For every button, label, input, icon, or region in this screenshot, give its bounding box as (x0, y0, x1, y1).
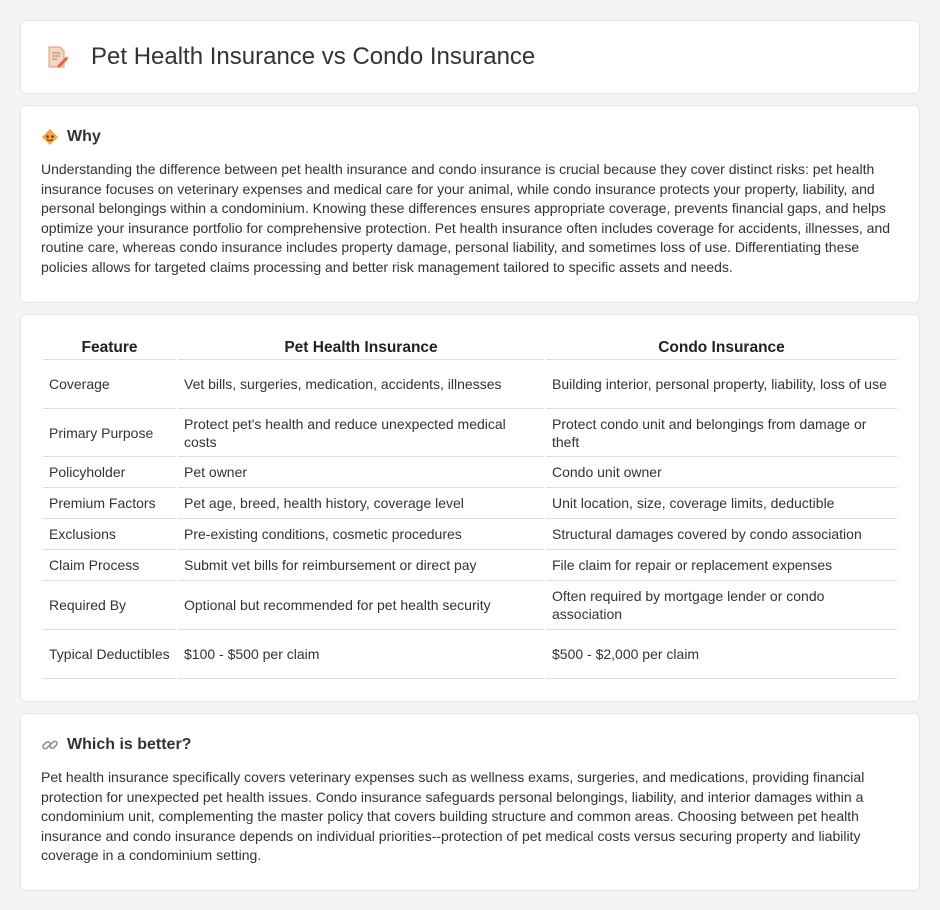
feature-cell: Claim Process (43, 550, 176, 581)
condo-cell: $500 - $2,000 per claim (546, 630, 897, 679)
feature-cell: Required By (43, 581, 176, 630)
table-row (43, 360, 897, 409)
condo-cell: File claim for repair or replacement expenses (546, 550, 897, 581)
pet-cell: Submit vet bills for reimbursement or direct pay (178, 550, 544, 581)
feature-cell: Primary Purpose (43, 409, 176, 457)
feature-cell: Policyholder (43, 457, 176, 488)
condo-cell: Structural damages covered by condo association (546, 519, 897, 550)
feature-cell: Coverage (43, 360, 176, 409)
which-is-better-section (20, 713, 920, 891)
condo-cell: Often required by mortgage lender or condo association (546, 581, 897, 630)
link-icon (41, 736, 59, 754)
header-feature: Feature (43, 335, 176, 360)
pet-cell: Optional but recommended for pet health security (178, 581, 544, 630)
table-row (43, 630, 897, 679)
comparison-table-card (20, 314, 920, 702)
table-row (43, 519, 897, 550)
title-card (20, 20, 920, 94)
why-section (20, 105, 920, 303)
table-row (43, 581, 897, 630)
header-condo: Condo Insurance (546, 335, 897, 360)
feature-cell: Typical Deductibles (43, 630, 176, 679)
pet-cell: Pre-existing conditions, cosmetic procedures (178, 519, 544, 550)
pet-cell: Pet owner (178, 457, 544, 488)
pet-cell: $100 - $500 per claim (178, 630, 544, 679)
pet-cell: Protect pet's health and reduce unexpected medical costs (178, 409, 544, 457)
table-row (43, 409, 897, 457)
header-pet-health: Pet Health Insurance (178, 335, 544, 360)
why-heading: Why (67, 128, 101, 145)
document-pencil-icon (45, 45, 69, 69)
condo-cell: Condo unit owner (546, 457, 897, 488)
page-title: Pet Health Insurance vs Condo Insurance (91, 43, 536, 70)
better-text: Pet health insurance specifically covers veterinary expenses such as wellness exams, surgeries, and medications, providing financial protection for unexpected pet health issues. Condo insurance safeguards personal belongings, liability, and interior damages within a condominium unit, complementing the master policy that covers building structure and common areas. Choosing between pet health insurance and condo insurance depends on individual priorities--protection of pet medical costs versus securing property and liability coverage in a condominium setting. (41, 769, 865, 863)
condo-cell: Protect condo unit and belongings from damage or theft (546, 409, 897, 457)
table-row (43, 550, 897, 581)
comparison-table (41, 335, 899, 679)
condo-cell: Building interior, personal property, liability, loss of use (546, 360, 897, 409)
diamond-warning-icon (41, 128, 59, 146)
pet-cell: Pet age, breed, health history, coverage level (178, 488, 544, 519)
table-row (43, 457, 897, 488)
why-text: Understanding the difference between pet health insurance and condo insurance is crucial because they cover distinct risks: pet health insurance focuses on veterinary expenses and medical care for your animal, while condo insurance protects your property, liability, and personal belongings within a condominium. Knowing these differences ensures appropriate coverage, prevents financial gaps, and helps optimize your insurance portfolio for comprehensive protection. Pet health insurance often includes coverage for accidents, illnesses, and routine care, whereas condo insurance includes property damage, personal liability, and sometimes loss of use. Differentiating these policies allows for targeted claims processing and better risk management tailored to specific assets and needs. (41, 161, 891, 275)
table-header-row (43, 335, 897, 360)
condo-cell: Unit location, size, coverage limits, deductible (546, 488, 897, 519)
feature-cell: Exclusions (43, 519, 176, 550)
better-heading: Which is better? (67, 736, 192, 753)
table-row (43, 488, 897, 519)
feature-cell: Premium Factors (43, 488, 176, 519)
pet-cell: Vet bills, surgeries, medication, accidents, illnesses (178, 360, 544, 409)
